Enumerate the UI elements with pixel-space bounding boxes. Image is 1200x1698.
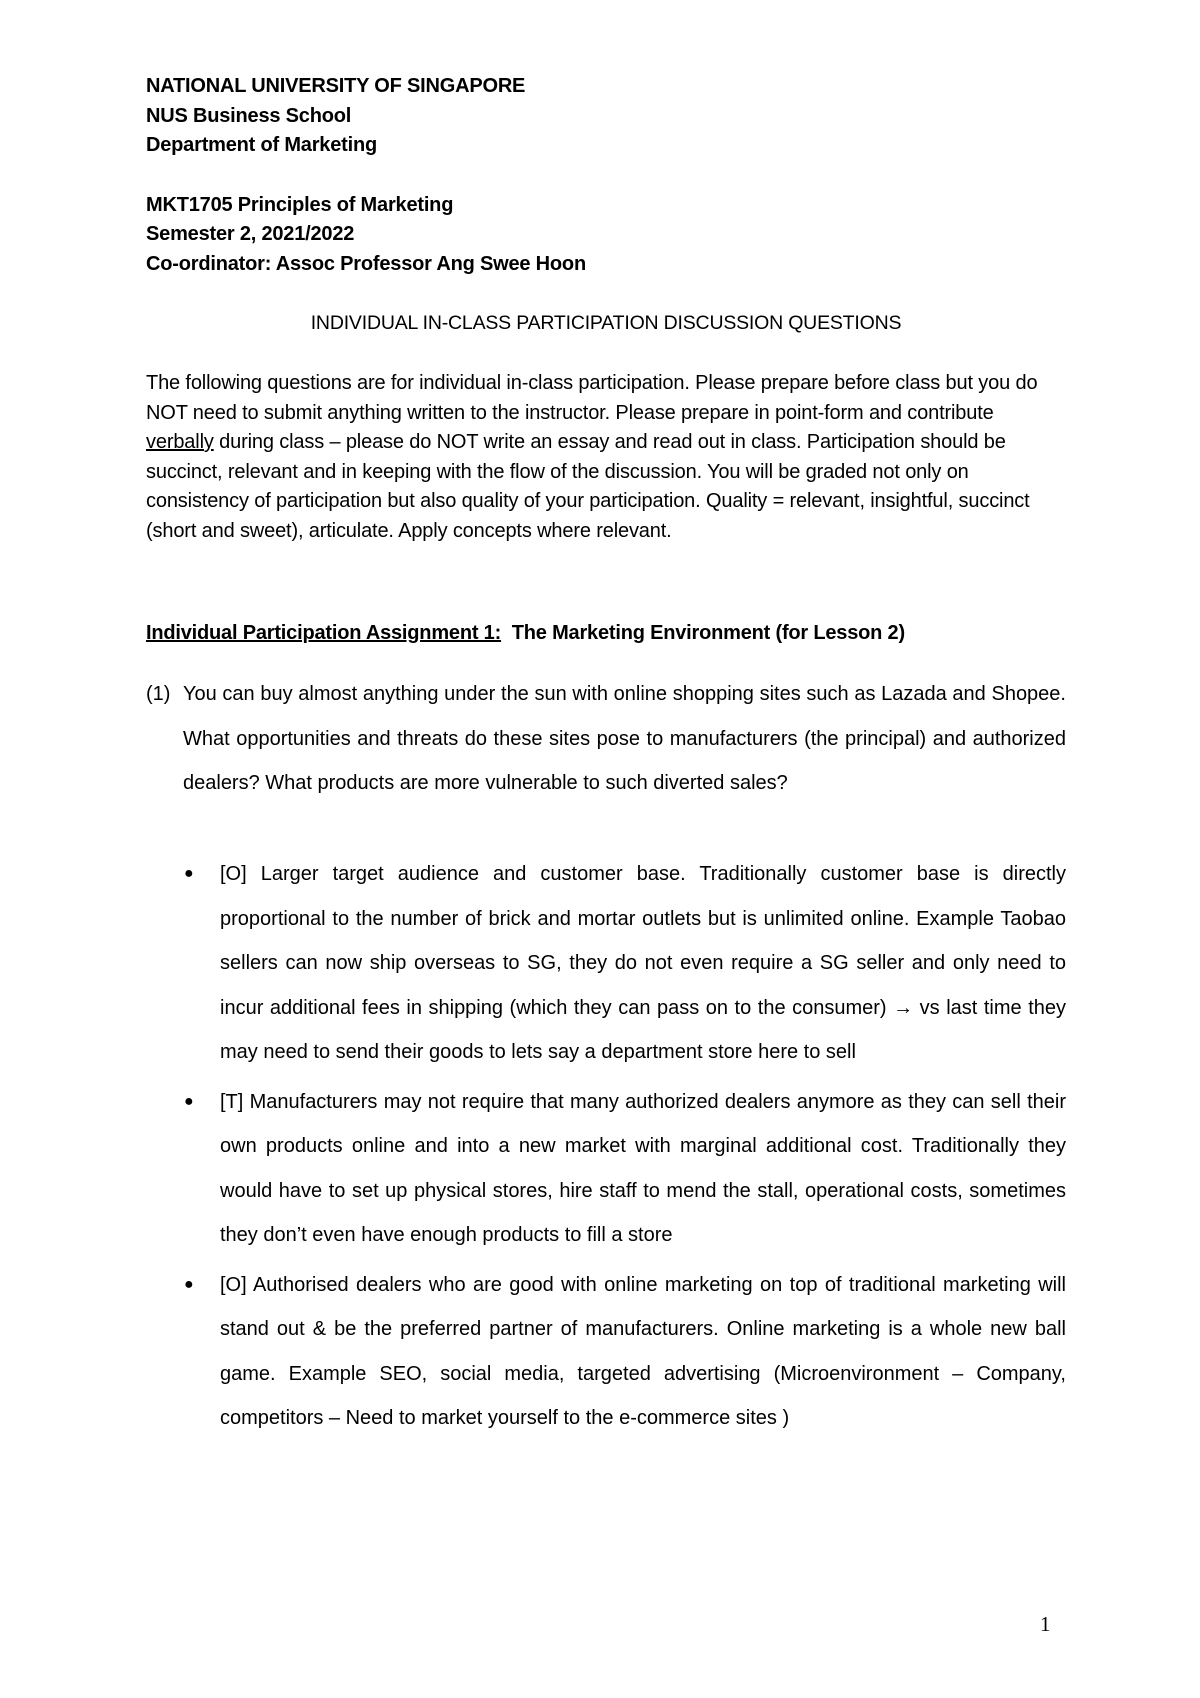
intro-text-2: during class – please do NOT write an essay and read out in class. Participation should be succinct, relevant and in keeping with the flow of the discussion. You will be graded not only on consistency of participation but also quality of your participation. Quality = relevant, insightful, succinct (short and sweet), articulate. Apply concepts where relevant.	[146, 431, 1030, 542]
intro-text-1: The following questions are for individual in-class participation. Please prepare before class but you do NOT need to submit anything written to the instructor. Please prepare in point-form and contribute	[146, 372, 1038, 424]
university-name: NATIONAL UNIVERSITY OF SINGAPORE	[146, 75, 526, 97]
page-title: INDIVIDUAL IN-CLASS PARTICIPATION DISCUSSION QUESTIONS	[310, 312, 902, 334]
list-item-text: [O] Authorised dealers who are good with online marketing on top of traditional marketing will stand out & be the preferred partner of manufacturers. Online marketing is a whole new ball game. Example SEO, social media, targeted advertising (Microenvironment – Company, competitors – Need to market yourself to the e-commerce sites )	[220, 1273, 1066, 1429]
department-name: Department of Marketing	[146, 134, 377, 156]
assignment-heading	[146, 622, 1066, 645]
school-name: NUS Business School	[146, 104, 352, 127]
page-number: 1	[1040, 1612, 1051, 1636]
bullet-icon: ●	[184, 1275, 194, 1293]
question-number: (1)	[146, 683, 171, 705]
list-item	[184, 852, 1066, 1075]
question-text: You can buy almost anything under the sun with online shopping sites such as Lazada and Shopee. What opportunities and threats do these sites pose to manufacturers (the principal) and authorized dealers? What products are more vulnerable to such diverted sales?	[183, 683, 1066, 794]
bullet-icon: ●	[184, 1092, 194, 1110]
bullet-icon: ●	[184, 865, 194, 882]
module-name: MKT1705 Principles of Marketing	[146, 193, 454, 216]
list-item	[184, 1080, 1066, 1258]
list-item-text: [O] Larger target audience and customer base. Traditionally customer base is directly proportional to the number of brick and mortar outlets but is unlimited online. Example Taobao sellers can now ship overseas to SG, they do not even require a SG seller and only need to incur additional fees in shipping (which they can pass on to the consumer) → vs last time they may need to send their goods to lets say a department store here to sell	[220, 863, 1066, 1063]
semester: Semester 2, 2021/2022	[146, 223, 355, 245]
assignment-title: The Marketing Environment (for Lesson 2)	[511, 622, 905, 644]
question-block	[146, 672, 1066, 806]
assignment-label: Individual Participation Assignment 1:	[146, 622, 502, 644]
document-header	[146, 72, 1066, 279]
answer-list	[184, 852, 1066, 1446]
coordinator: Co-ordinator: Assoc Professor Ang Swee Hoon	[146, 252, 586, 275]
intro-underlined-word: verbally	[146, 431, 214, 454]
intro-paragraph	[146, 369, 1066, 547]
list-item-text: [T] Manufacturers may not require that many authorized dealers anymore as they can sell their own products online and into a new market with marginal additional cost. Traditionally they would have to set up physical stores, hire staff to mend the stall, operational costs, sometimes they don’t even have enough products to fill a store	[220, 1090, 1066, 1246]
list-item	[184, 1263, 1066, 1441]
